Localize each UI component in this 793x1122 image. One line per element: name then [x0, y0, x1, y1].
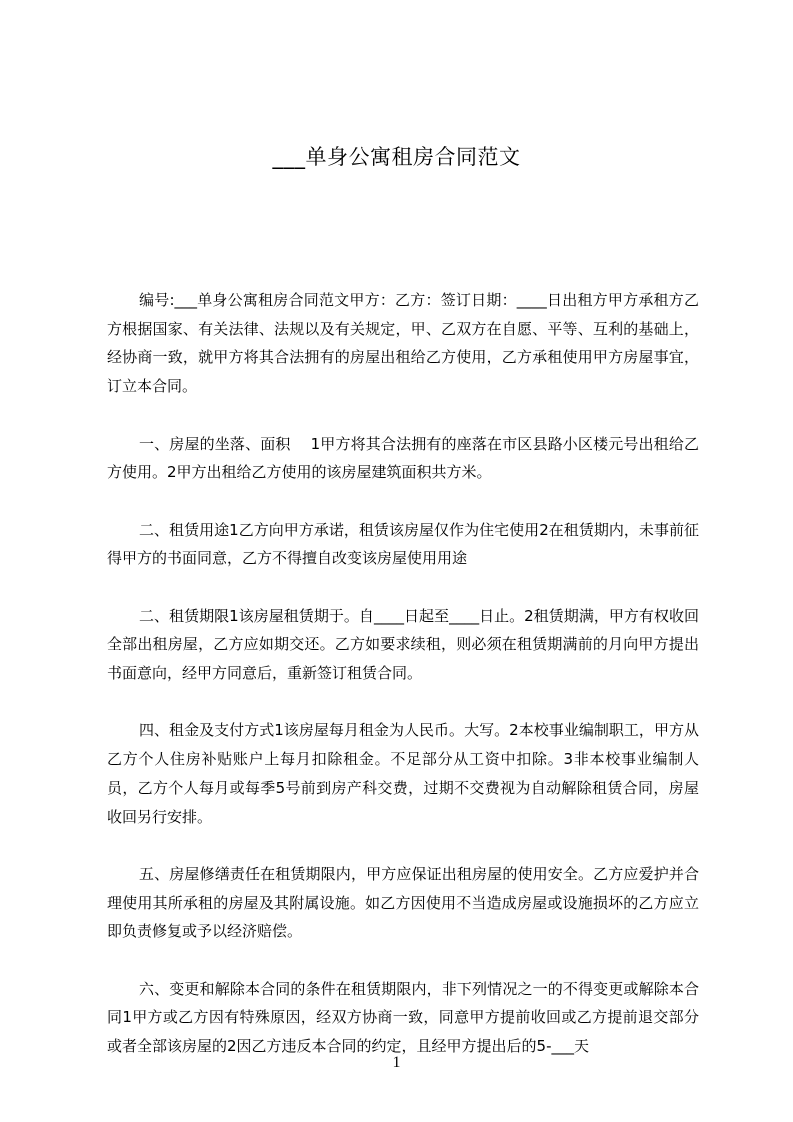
document-title: ___单身公寓租房合同范文: [272, 145, 521, 169]
paragraph-lease-term: 二、租赁期限1该房屋租赁期于。自____日起至____日止。2租赁期满，甲方有权收回全部出租房屋，乙方应如期交还。乙方如要求续租，则必须在租赁期满前的月向甲方提出书面意向，经甲方同意后，重新签订租赁合同。: [107, 606, 699, 683]
paragraph-location-area: 一、房屋的坐落、面积 1甲方将其合法拥有的座落在市区县路小区楼元号出租给乙方使用。2甲方出租给乙方使用的该房屋建筑面积共方米。: [107, 434, 699, 482]
paragraph-preamble: 编号:___单身公寓租房合同范文甲方：乙方：签订日期：____日出租方甲方承租方乙方根据国家、有关法律、法规以及有关规定，甲、乙双方在自愿、平等、互利的基础上，经协商一致，就甲方将其合法拥有的房屋出租给乙方使用，乙方承租使用甲方房屋事宜，订立本合同。: [107, 291, 699, 396]
paragraph-change-termination: 六、变更和解除本合同的条件在租赁期限内，非下列情况之一的不得变更或解除本合同1甲方或乙方因有特殊原因，经双方协商一致，同意甲方提前收回或乙方提前退交部分或者全部该房屋的2因乙方违反本合同的约定，且经甲方提出后的5-___天: [107, 979, 699, 1056]
document-body: [107, 286, 699, 1090]
paragraph-lease-purpose: 二、租赁用途1乙方向甲方承诺，租赁该房屋仅作为住宅使用2在租赁期内，未事前征得甲方的书面同意，乙方不得擅自改变该房屋使用用途: [107, 520, 699, 568]
paragraph-rent-payment: 四、租金及支付方式1该房屋每月租金为人民币。大写。2本校事业编制职工，甲方从乙方个人住房补贴账户上每月扣除租金。不足部分从工资中扣除。3非本校事业编制人员，乙方个人每月或每季5号前到房产科交费，过期不交费视为自动解除租赁合同，房屋收回另行安排。: [107, 721, 699, 826]
paragraph-repair-responsibility: 五、房屋修缮责任在租赁期限内，甲方应保证出租房屋的使用安全。乙方应爱护并合理使用其所承租的房屋及其附属设施。如乙方因使用不当造成房屋或设施损坏的乙方应立即负责修复或予以经济赔偿。: [107, 864, 699, 941]
page-number: 1: [392, 1054, 401, 1071]
